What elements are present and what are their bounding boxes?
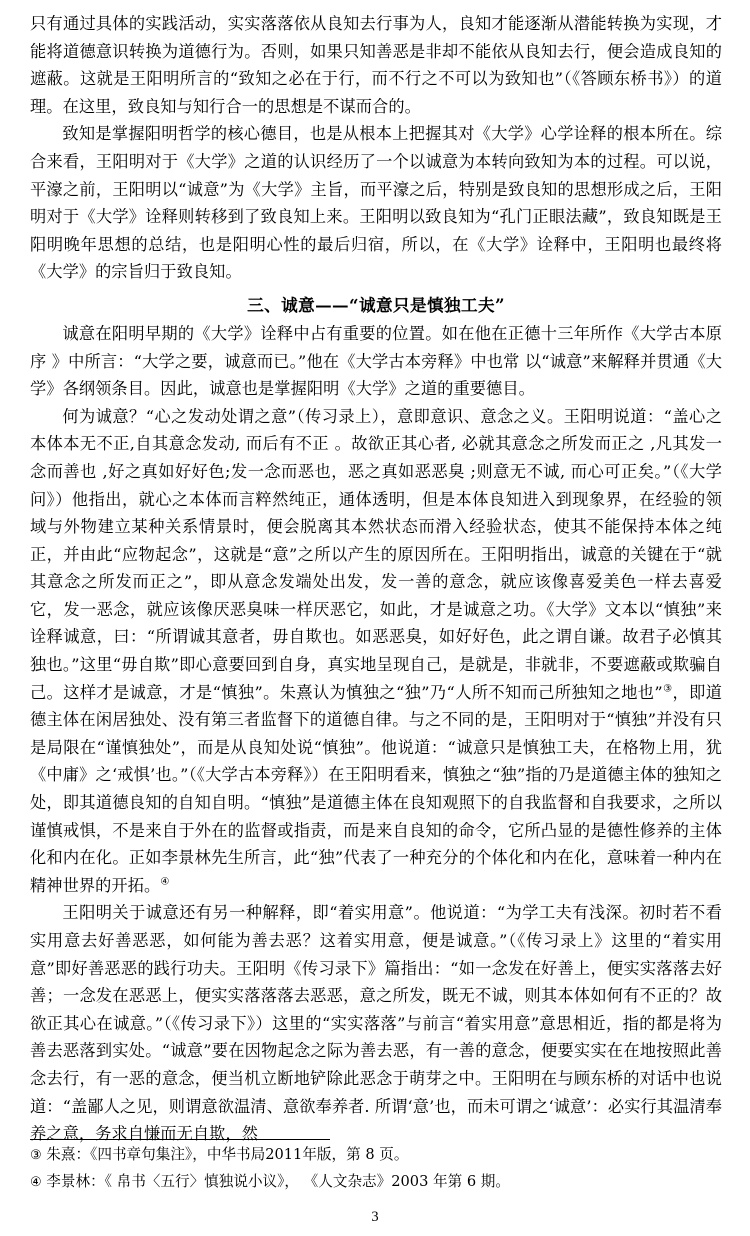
footnote-ref-4[interactable]: ④ [160,876,170,888]
footnote-ref-3[interactable]: ③ [662,683,673,695]
section-heading: 三、诚意——“诚意只是慎独工夫” [247,294,505,315]
document-body [30,10,722,1148]
footnote-mark-3: ③ [30,1148,42,1163]
footnote-item-3 [30,1142,722,1169]
paragraph-4-part-1: 何为诚意？“心之发动处谓之意”（传习录上），意即意识、意念之义。王阳明说道：“盖心之本体本无不正,自其意念发动, 而后有不正 。故欲正其心者, 必就其意念之所发而正之 ,凡其发一念而善也 ,好之真如好好色;发一念而恶也，恶之真如恶恶臭 ;则意无不诚, 而心可正矣。”（《大学问》）他指出，就心之本体而言粹然纯正，通体透明，但是本体良知进入到现象界，在经验的领域与外物建立某种关系情景时，便会脱离其本然状态而滑入经验状态，使其不能保持本体之纯正，并由此“应物起念”，这就是“意”之所以产生的原因所在。王阳明指出，诚意的关键在于“就其意念之所发而正之”，即从意念发端处出发，发一善的意念，就应该像喜爱美色一样去喜爱它，发一恶念，就应该像厌恶臭味一样厌恶它，如此，才是诚意之功。《大学》文本以“慎独”来诠释诚意，曰：“所谓诚其意者，毋自欺也。如恶恶臭，如好好色，此之谓自谦。故君子必慎其独也。”这里“毋自欺”即心意要回到自身，真实地呈现自己，是就是，非就非，不要遮蔽或欺骗自己。这样才是诚意，才是“慎独”。朱熹认为慎独之“独”乃“人所不知而己所独知之地也” [30,406,722,702]
page-number: 3 [371,1209,379,1225]
footnote-mark-4: ④ [30,1175,42,1190]
footnote-text-4: 李景林：《 帛书〈五行〉慎独说小议》， 《人文杂志》2003 年第 6 期。 [46,1173,510,1190]
paragraph-2: 致知是掌握阳明哲学的核心德目，也是从根本上把握其对《大学》心学诠释的根本所在。综合来看，王阳明对于《大学》之道的认识经历了一个以诚意为本转向致知为本的过程。可以说，平濠之前，王阳明以“诚意”为《大学》主旨，而平濠之后，特别是致良知的思想形成之后，王阳明对于《大学》诠释则转移到了致良知上来。王阳明以致良知为“孔门正眼法藏”，致良知既是王阳明晚年思想的总结，也是阳明心性的最后归宿，所以，在《大学》诠释中，王阳明也最终将《大学》的宗旨归于致良知。 [30,124,722,282]
paragraph-3: 诚意在阳明早期的《大学》诠释中占有重要的位置。如在他在正德十三年所作《大学古本原序 》中所言：“大学之要，诚意而已。”他在《大学古本旁释》中也常 以“诚意”来解释并贯通《大学》各纲领条目。因此，诚意也是掌握阳明《大学》之道的重要德目。 [30,323,722,399]
paragraph-1: 只有通过具体的实践活动，实实落落依从良知去行事为人，良知才能逐渐从潜能转换为实现，才能将道德意识转换为道德行为。否则，如果只知善恶是非却不能依从良知去行，便会造成良知的遮蔽。这就是王阳明所言的“致知之必在于行，而不行之不可以为致知也”（《答顾东桥书》）的道理。在这里，致良知与知行合一的思想是不谋而合的。 [30,14,722,116]
footnote-area [30,1142,722,1196]
paragraph-5: 王阳明关于诚意还有另一种解释，即“着实用意”。他说道：“为学工夫有浅深。初时若不看实用意去好善恶恶，如何能为善去恶？这着实用意，便是诚意。”（《传习录上》这里的“着实用意”即好善恶恶的践行功夫。王阳明《传习录下》篇指出：“如一念发在好善上，便实实落落去好善；一念发在恶恶上，便实实落落落去恶恶，意之所发，既无不诚，则其本体如何有不正的？故欲正其心在诚意。”（《传习录下》）这里的“实实落落”与前言“着实用意”意思相近，指的都是将为善去恶落到实处。“诚意”要在因物起念之际为善去恶，有一善的意念，便要实实在在地按照此善念去行，有一恶的意念，便当机立断地铲除此恶念于萌芽之中。王阳明在与顾东桥的对话中也说道：“盖鄙人之见，则谓意欲温清、意欲奉养者. 所谓‘意’也，而未可谓之‘诚意’：必实行其温清奉养之意，务求自慊而无自欺，然 [30,903,722,1144]
footnote-separator [30,1139,330,1140]
paragraph-4-part-2: ，即道德主体在闲居独处、没有第三者监督下的道德自律。与之不同的是，王阳明对于“慎独”并没有只是局限在“谨慎独处”，而是从良知处说“慎独”。他说道：“诚意只是慎独工夫，在格物上用，犹《中庸》之‘戒惧’也。”（《大学古本旁释》）在王阳明看来，慎独之“独”指的乃是道德主体的独知之处，即其道德良知的自知自明。“慎独”是道德主体在良知观照下的自我监督和自我要求，之所以谨慎戒惧，不是来自于外在的监督或指责，而是来自良知的命令，它所凸显的是德性修养的主体化和内在化。正如李景林先生所言，此“独”代表了一种充分的个体化和内在化，意味着一种内在精神世界的开拓。 [30,682,722,895]
footnote-text-3: 朱熹：《四书章句集注》，中华书局2011年版，第 8 页。 [46,1146,409,1163]
footnote-item-4 [30,1169,722,1196]
paragraph-4 [30,403,722,900]
